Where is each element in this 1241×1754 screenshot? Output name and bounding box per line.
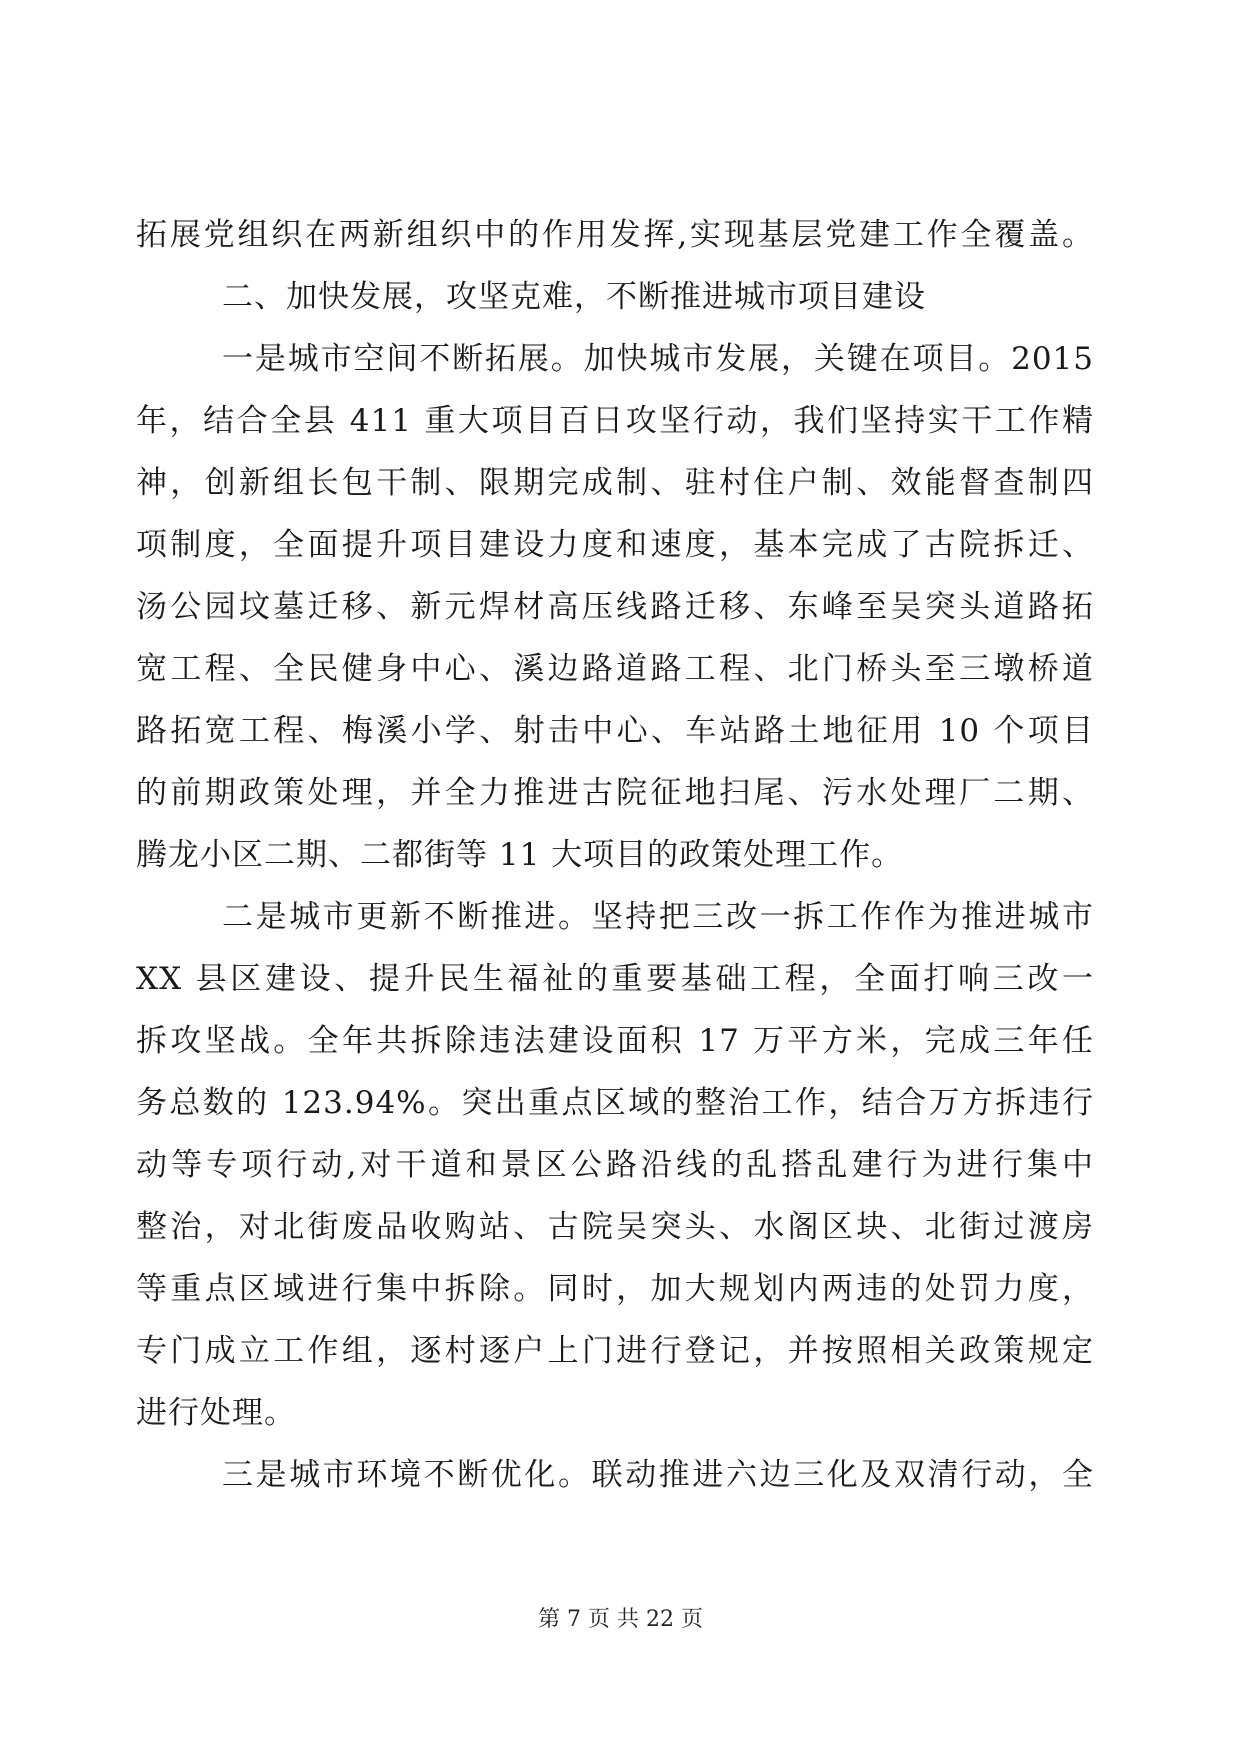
paragraph-first-line: 一是城市空间不断拓展。加快城市发展，关键在项目。2015 [222,341,1094,377]
text-line: 汤公园坟墓迁移、新元焊材高压线路迁移、东峰至吴突头道路拓 [136,589,1094,625]
text-line: 拓展党组织在两新组织中的作用发挥,实现基层党建工作全覆盖。 [136,217,1094,253]
text-line: 的前期政策处理，并全力推进古院征地扫尾、污水处理厂二期、 [136,775,1094,811]
text-line: 项制度，全面提升项目建设力度和速度，基本完成了古院拆迁、 [136,527,1094,563]
text-line: 路拓宽工程、梅溪小学、射击中心、车站路土地征用 10 个项目 [136,713,1094,749]
text-line: 宽工程、全民健身中心、溪边路道路工程、北门桥头至三墩桥道 [136,651,1094,687]
text-line: 动等专项行动,对干道和景区公路沿线的乱搭乱建行为进行集中 [136,1147,1094,1183]
paragraph-last-line: 进行处理。 [136,1395,296,1431]
paragraph-last-line: 腾龙小区二期、二都街等 11 大项目的政策处理工作。 [136,837,904,873]
text-line: 专门成立工作组，逐村逐户上门进行登记，并按照相关政策规定 [136,1333,1094,1369]
text-line: 拆攻坚战。全年共拆除违法建设面积 17 万平方米，完成三年任 [136,1023,1094,1059]
section-heading: 二、加快发展，攻坚克难，不断推进城市项目建设 [222,279,926,315]
paragraph-first-line: 二是城市更新不断推进。坚持把三改一拆工作作为推进城市 [222,899,1094,935]
paragraph-first-line: 三是城市环境不断优化。联动推进六边三化及双清行动，全 [222,1457,1094,1493]
text-line: XX 县区建设、提升民生福祉的重要基础工程，全面打响三改一 [136,961,1094,997]
text-line: 整治，对北街废品收购站、古院吴突头、水阁区块、北街过渡房 [136,1209,1094,1245]
text-line: 神，创新组长包干制、限期完成制、驻村住户制、效能督查制四 [136,465,1094,501]
text-line: 等重点区域进行集中拆除。同时，加大规划内两违的处罚力度， [136,1271,1094,1307]
page-number-footer: 第 7 页 共 22 页 [538,1607,703,1632]
text-line: 务总数的 123.94%。突出重点区域的整治工作，结合万方拆违行 [136,1085,1094,1121]
text-line: 年，结合全县 411 重大项目百日攻坚行动，我们坚持实干工作精 [136,403,1094,439]
body-text [136,204,1094,1506]
